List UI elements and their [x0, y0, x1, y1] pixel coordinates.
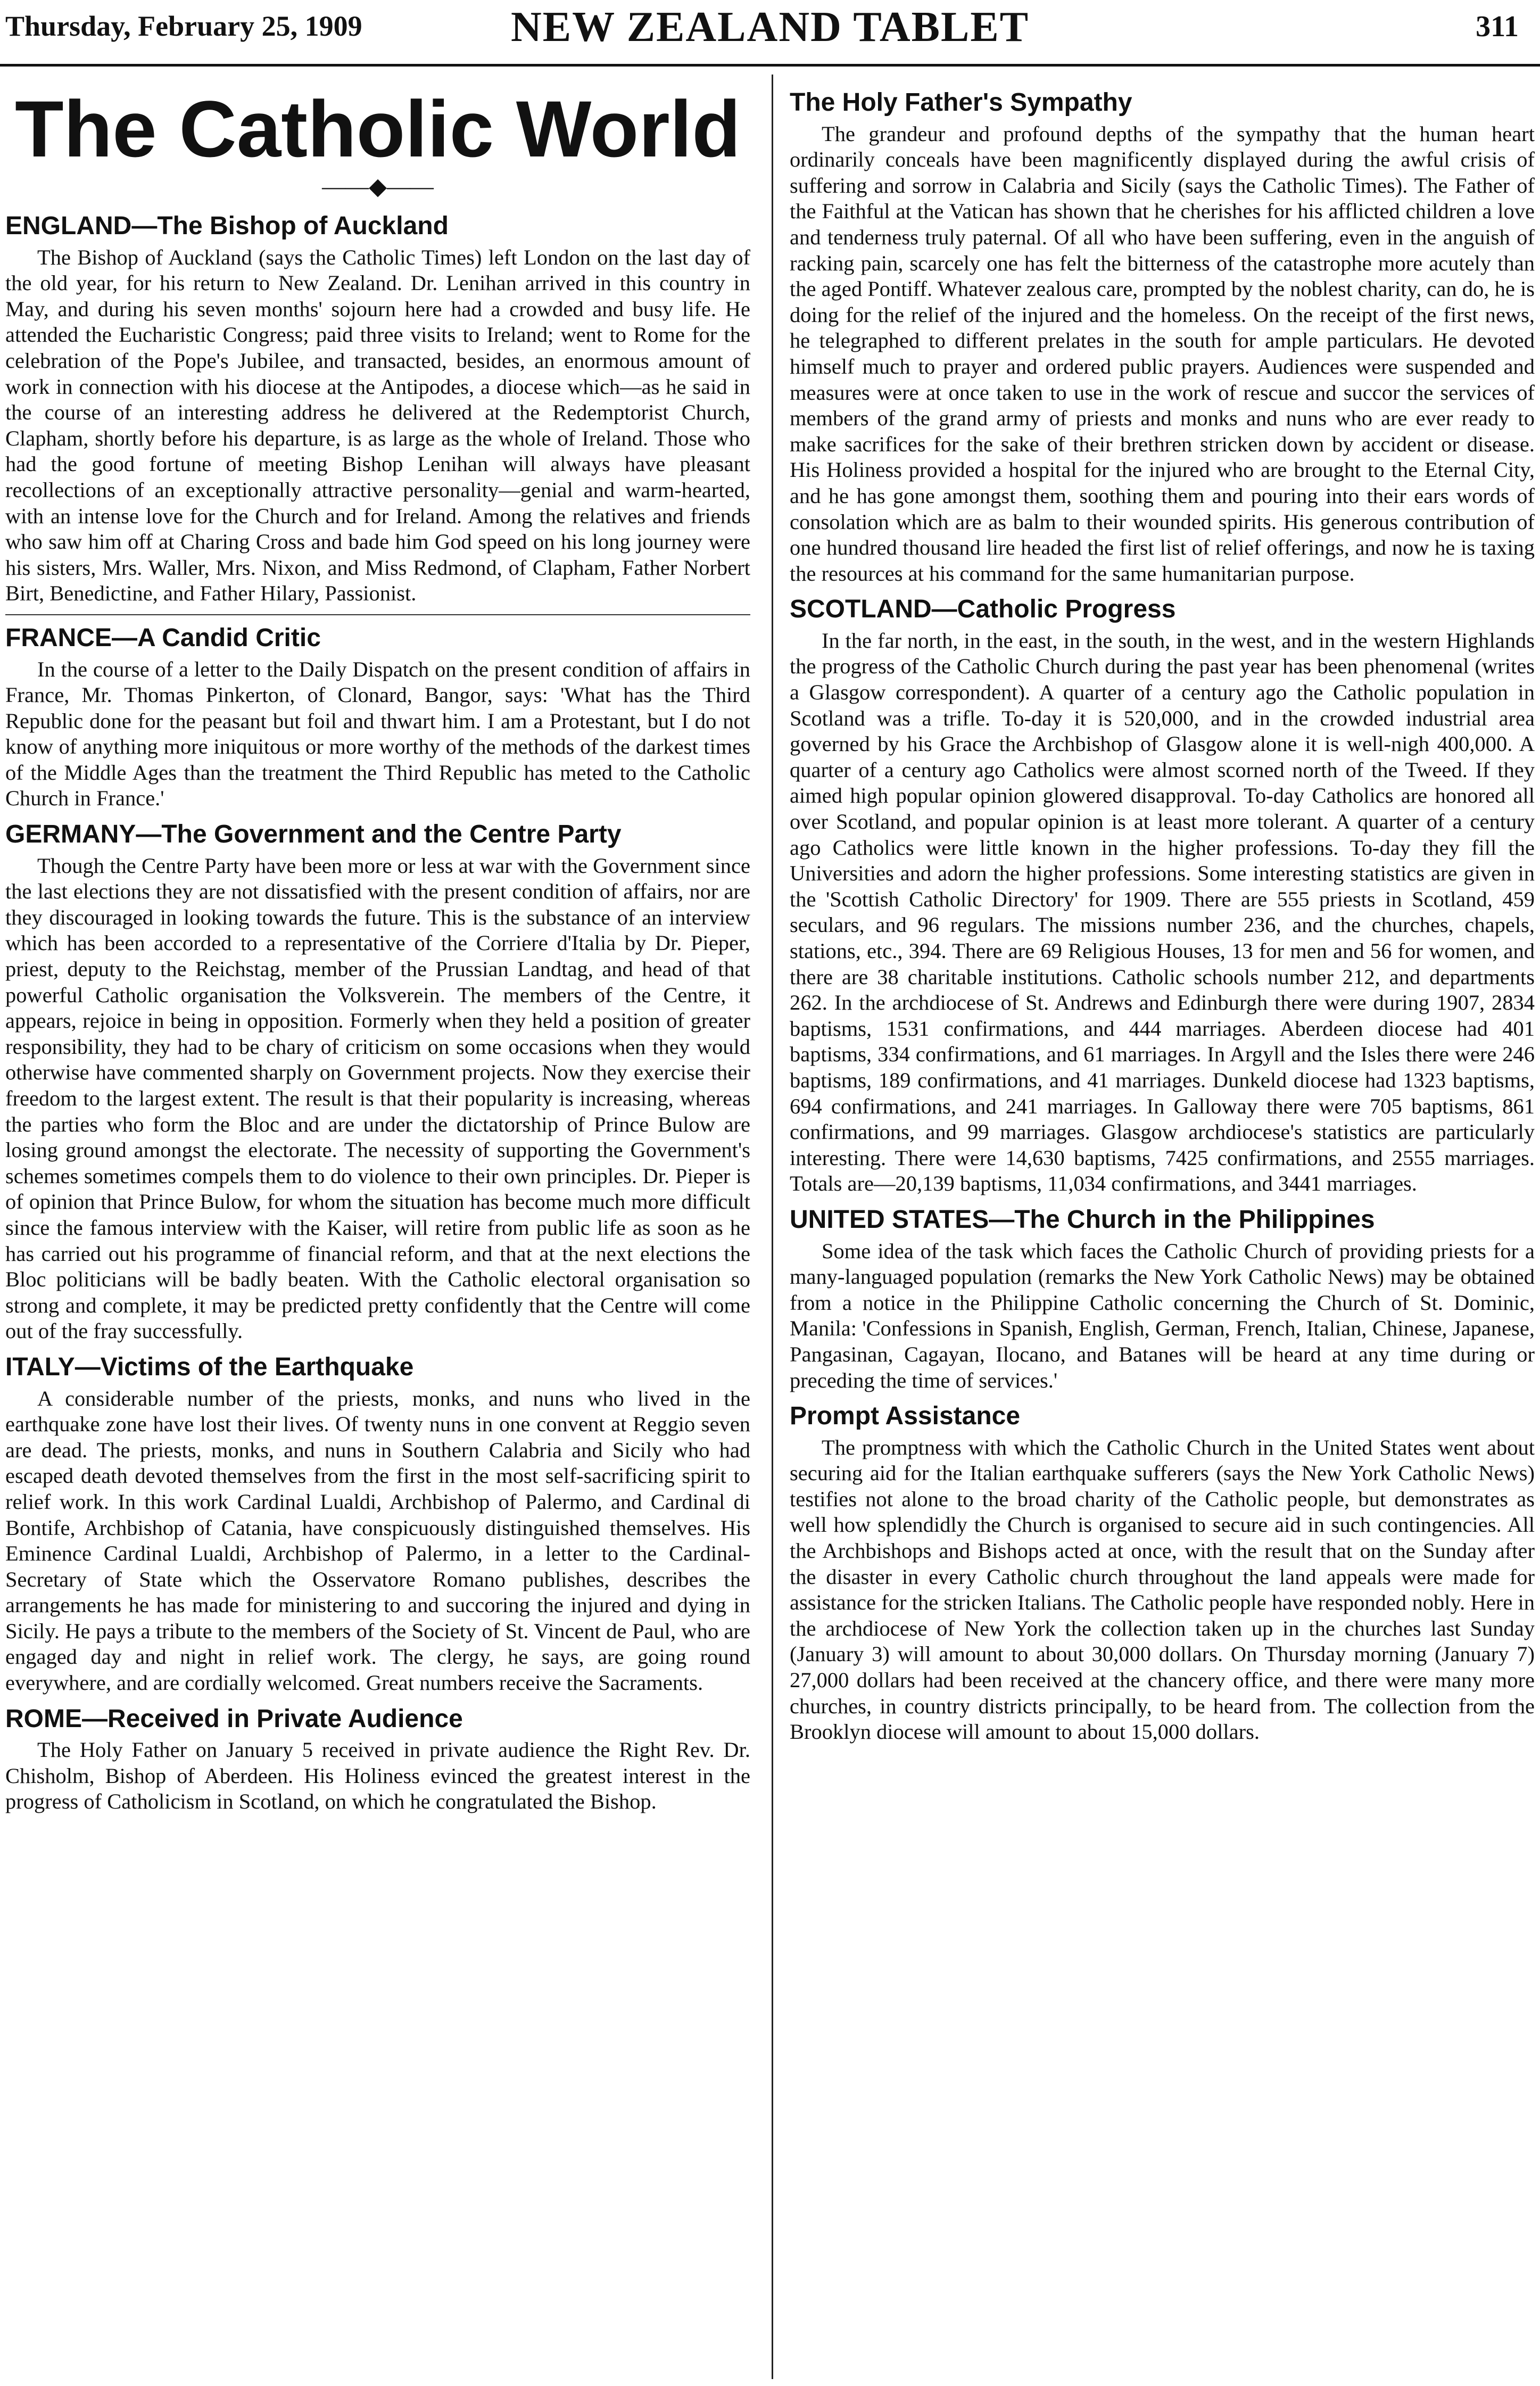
article-heading: GERMANY—The Government and the Centre Party [5, 820, 622, 849]
article-heading: Prompt Assistance [790, 1402, 1021, 1431]
article-text: The Bishop of Auckland (says the Catholic Times) left London on the last day of the old year, for his return to New Zealand. Dr. Lenihan arrived in this country in May, and during his seven months' sojourn here had a crowded and busy life. He attended the Eucharistic Congress; paid three visits to Ireland; went to Rome for the celebration of the Pope's Jubilee, and transacted, besides, an enormous amount of work in connection with his diocese at the Antipodes, a diocese which—as he said in the course of an interesting address he delivered at the Redemptorist Church, Clapham, shortly before his departure, is as large as the whole of Ireland. Those who had the good fortune of meeting Bishop Lenihan will always have pleasant recollections of an exceptionally attractive personality—genial and warm-hearted, with an intense love for the Church and for Ireland. Among the relatives and friends who saw him off at Charing Cross and bade him God speed on his long journey were his sisters, Mrs. Waller, Mrs. Nixon, and Miss Redmond, of Clapham, Father Norbert Birt, Benedictine, and Father Hilary, Passionist. [5, 245, 750, 606]
article-text: A considerable number of the priests, monks, and nuns who lived in the earthquake zone have lost their lives. Of twenty nuns in one convent at Reggio seven are dead. The priests, monks, and nuns in Southern Calabria and Sicily who had escaped death devoted themselves from the first in the most self-sacrificing spirit to relief work. In this work Cardinal Lualdi, Archbishop of Palermo, and Cardinal di Bontife, Archbishop of Catania, have conspicuously distinguished themselves. His Eminence Cardinal Lualdi, Archbishop of Palermo, in a letter to the Cardinal-Secretary of State which the Osservatore Romano publishes, describes the arrangements he has made for ministering to and succoring the injured and dying in Sicily. He pays a tribute to the members of the Society of St. Vincent de Paul, who are engaged day and night in relief work. The clergy, he says, are going round everywhere, and are cordially welcomed. Great numbers receive the Sacraments. [5, 1386, 750, 1695]
article-heading: ENGLAND—The Bishop of Auckland [5, 212, 449, 240]
section-title: The Catholic World [15, 84, 741, 174]
article-text: The promptness with which the Catholic Church in the United States went about securing aid for the Italian earthquake sufferers (says the New York Catholic News) testifies not alone to the broad charity of the Catholic people, but demonstrates as well how splendidly the Church is organised to secure aid in such contingencies. All the Archbishops and Bishops acted at once, with the result that on the Sunday after the disaster in every Catholic church throughout the land appeals were made for assistance for the stricken Italians. The Catholic people have responded nobly. Here in the archdiocese of New York the collection taken up in the churches last Sunday (January 3) will amount to about 30,000 dollars. On Thursday morning (January 7) 27,000 dollars had been received at the chancery office, and there were many more churches, in country districts principally, to be heard from. The collection from the Brooklyn diocese will amount to about 15,000 dollars. [790, 1435, 1535, 1744]
article-text: The grandeur and profound depths of the sympathy that the human heart ordinarily conceals have been magnificently displayed during the awful crisis of suffering and sorrow in Calabria and Sicily (says the Catholic Times). The Father of the Faithful at the Vatican has shown that he cherishes for his afflicted children a love and tenderness truly paternal. Of all who have been suffering, even in the anguish of racking pain, scarcely one has felt the bitterness of the catastrophe more acutely than the aged Pontiff. Whatever zealous care, prompted by the noblest charity, can do, he is doing for the relief of the injured and the homeless. On the receipt of the first news, he telegraphed to different prelates in the south for ample particulars. He devoted himself much to prayer and ordered public prayers. Audiences were suspended and measures were at once taken to use in the work of rescue and succor the services of members of the grand army of priests and monks and nuns who are ever ready to make sacrifices for the sake of their brethren stricken down by accident or disease. His Holiness provided a hospital for the injured who are brought to the Eternal City, and he has gone amongst them, soothing them and pouring into their ears words of consolation which are as balm to their wounded spirits. His generous contribution of one hundred thousand lire headed the first list of relief offerings, and now he is taxing the resources at his command for the same humanitarian purpose. [790, 121, 1535, 585]
article-text: Though the Centre Party have been more or less at war with the Government since the last elections they are not dissatisfied with the present condition of affairs, nor are they discouraged in looking towards the future. This is the substance of an interview which has been accorded to a representative of the Corriere d'Italia by Dr. Pieper, priest, deputy to the Reichstag, member of the Prussian Landtag, and head of that powerful Catholic organisation the Volksverein. The members of the Centre, it appears, rejoice in being in opposition. Formerly when they held a position of greater responsibility, they had to be chary of criticism on some occasions when they would otherwise have commented sharply on Government projects. Now they exercise their freedom to the largest extent. The result is that their popularity is increasing, whereas the parties who form the Bloc and are under the dictatorship of Prince Bulow are losing ground amongst the electorate. The necessity of supporting the Government's schemes sometimes compels them to do violence to their own principles. Dr. Pieper is of opinion that Prince Bulow, for whom the situation has become much more difficult since the famous interview with the Kaiser, will retire from public life as soon as he has carried out his programme of financial reform, and that at the next elections the Bloc politicians will be badly beaten. With the Catholic electoral organisation so strong and complete, it may be predicted pretty confidently that the Centre will come out of the fray successfully. [5, 853, 750, 1343]
section-ornament: ——◆—— [322, 174, 434, 200]
article-holy-father [790, 87, 1535, 587]
masthead [0, 0, 1540, 67]
article-england [5, 211, 750, 607]
article-italy [5, 1352, 750, 1696]
newspaper-title: NEW ZEALAND TABLET [511, 4, 1030, 51]
article-divider [5, 614, 750, 615]
article-prompt-assistance [790, 1401, 1535, 1745]
article-germany [5, 819, 750, 1344]
article-rome [5, 1704, 750, 1815]
article-text: The Holy Father on January 5 received in private audience the Right Rev. Dr. Chisholm, Bishop of Aberdeen. His Holiness evinced the greatest interest in the progress of Catholicism in Scotland, on which he congratulated the Bishop. [5, 1738, 750, 1814]
article-france [5, 623, 750, 812]
article-heading: SCOTLAND—Catholic Progress [790, 595, 1176, 624]
article-scotland [790, 594, 1535, 1197]
article-text: Some idea of the task which faces the Catholic Church of providing priests for a many-languaged population (remarks the New York Catholic News) may be obtained from a notice in the Philippine Catholic concerning the Church of St. Dominic, Manila: 'Confessions in Spanish, English, German, French, Italian, Chinese, Japanese, Pangasinan, Cagayan, Ilocano, and Batanes will be heard at any time during or preceding the time of services.' [790, 1239, 1535, 1392]
right-column [790, 80, 1535, 2374]
article-heading: FRANCE—A Candid Critic [5, 623, 321, 652]
article-heading: UNITED STATES—The Church in the Philippines [790, 1205, 1375, 1234]
article-heading: The Holy Father's Sympathy [790, 88, 1132, 117]
left-column [5, 80, 750, 2374]
article-heading: ROME—Received in Private Audience [5, 1704, 463, 1733]
article-heading: ITALY—Victims of the Earthquake [5, 1352, 414, 1381]
article-text: In the far north, in the east, in the south, in the west, and in the western Highlands the progress of the Catholic Church during the past year has been phenomenal (writes a Glasgow correspondent). A quarter of a century ago the Catholic population in Scotland was a trifle. To-day it is 520,000, and in the crowded industrial area governed by his Grace the Archbishop of Glasgow alone it is well-nigh 400,000. A quarter of a century ago Catholics were almost scorned north of the Tweed. If they aimed high popular opinion glowered disapproval. To-day Catholics are honored all over Scotland, and popular opinion is at least more tolerant. A quarter of a century ago Catholics were little known in the higher professions. To-day they fill the Universities and adorn the higher professions. Some interesting statistics are given in the 'Scottish Catholic Directory' for 1909. There are 555 priests in Scotland, 459 seculars, and 96 regulars. The missions number 236, and the churches, chapels, stations, etc., 394. There are 69 Religious Houses, 13 for men and 56 for women, and there are 38 charitable institutions. Catholic schools number 212, and departments 262. In the archdiocese of St. Andrews and Edinburgh there were during 1907, 2834 baptisms, 1531 confirmations, and 444 marriages. Aberdeen diocese had 401 baptisms, 334 confirmations, and 61 marriages. In Argyll and the Isles there were 246 baptisms, 189 confirmations, and 41 marriages. Dunkeld diocese had 1323 baptisms, 694 confirmations, and 241 marriages. In Galloway there were 705 baptisms, 861 confirmations, and 99 marriages. Glasgow archdiocese's statistics are particularly interesting. There were 14,630 baptisms, 7425 confirmations, and 2555 marriages. Totals are—20,139 baptisms, 11,034 confirmations, and 3441 marriages. [790, 628, 1535, 1196]
article-united-states [790, 1204, 1535, 1393]
column-rule [772, 75, 773, 2379]
article-text: In the course of a letter to the Daily Dispatch on the present condition of affairs in France, Mr. Thomas Pinkerton, of Clonard, Bangor, says: 'What has the Third Republic done for the peasant but foil and thwart him. I am a Protestant, but I do not know of anything more iniquitous or more worthy of the methods of the darkest times of the Middle Ages than the treatment the Third Republic has meted to the Catholic Church in France.' [5, 657, 750, 811]
page-number: 311 [1476, 10, 1519, 43]
issue-date: Thursday, February 25, 1909 [5, 10, 362, 42]
